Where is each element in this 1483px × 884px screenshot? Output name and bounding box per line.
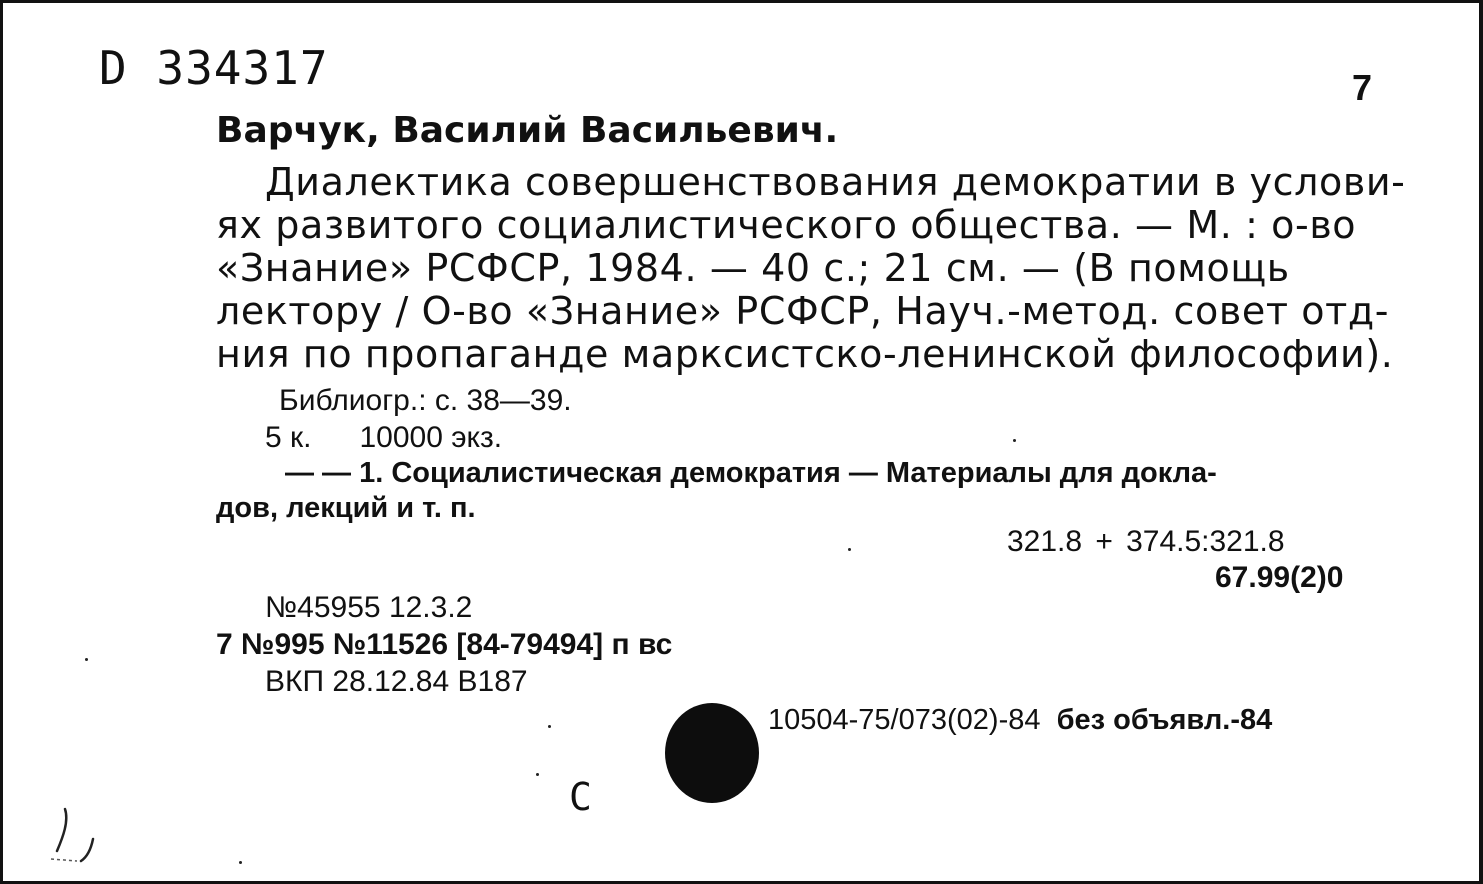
order-code-number: 10504-75/073(02)-84 (768, 704, 1041, 736)
handwritten-mark-icon (47, 799, 107, 869)
classification-bbk: 67.99(2)0 (1215, 561, 1344, 594)
description-line-5: ния по пропаганде марксистско-ленинской философии). (216, 332, 1394, 376)
speck (1013, 439, 1016, 442)
udc-separator: + (1095, 525, 1113, 558)
ink-blot (665, 703, 759, 803)
speck (239, 861, 242, 864)
order-note: без объявл.-84 (1056, 704, 1273, 736)
author-name: Варчук, Василий Васильевич. (216, 110, 839, 151)
bibliography-note: Библиогр.: с. 38—39. (279, 384, 572, 417)
accession-line-3: ВКП 28.12.84 В187 (265, 665, 528, 698)
price-and-print-run (265, 423, 502, 453)
subject-heading-line-2: дов, лекций и т. п. (216, 492, 476, 524)
print-run: 10000 экз. (359, 421, 503, 454)
accession-line-1: №45955 12.3.2 (265, 591, 473, 624)
speck (848, 548, 851, 551)
card-id-number: D 334317 (99, 41, 329, 95)
order-code (768, 706, 1272, 735)
description-line-2: ях развитого социалистического общества. — М. : о-во (216, 203, 1357, 247)
speck (548, 725, 551, 728)
description-line-1: Диалектика совершенствования демократии в услови- (265, 160, 1406, 204)
classification-udc (1007, 527, 1285, 557)
subject-heading-line-1: — — 1. Социалистическая демократия — Материалы для докла- (285, 457, 1217, 489)
corner-letter: С (569, 775, 592, 819)
speck (536, 773, 539, 776)
udc-primary: 321.8 (1007, 525, 1083, 558)
accession-line-2: 7 №995 №11526 [84-79494] п вс (216, 628, 673, 661)
description-line-4: лектору / О-во «Знание» РСФСР, Науч.-метод. совет отд- (216, 289, 1390, 333)
udc-secondary: 374.5:321.8 (1126, 525, 1285, 558)
card-sequence-number: 7 (1352, 67, 1373, 108)
price: 5 к. (265, 421, 312, 454)
speck (85, 658, 88, 661)
description-line-3: «Знание» РСФСР, 1984. — 40 с.; 21 см. — (В помощь (216, 246, 1290, 290)
